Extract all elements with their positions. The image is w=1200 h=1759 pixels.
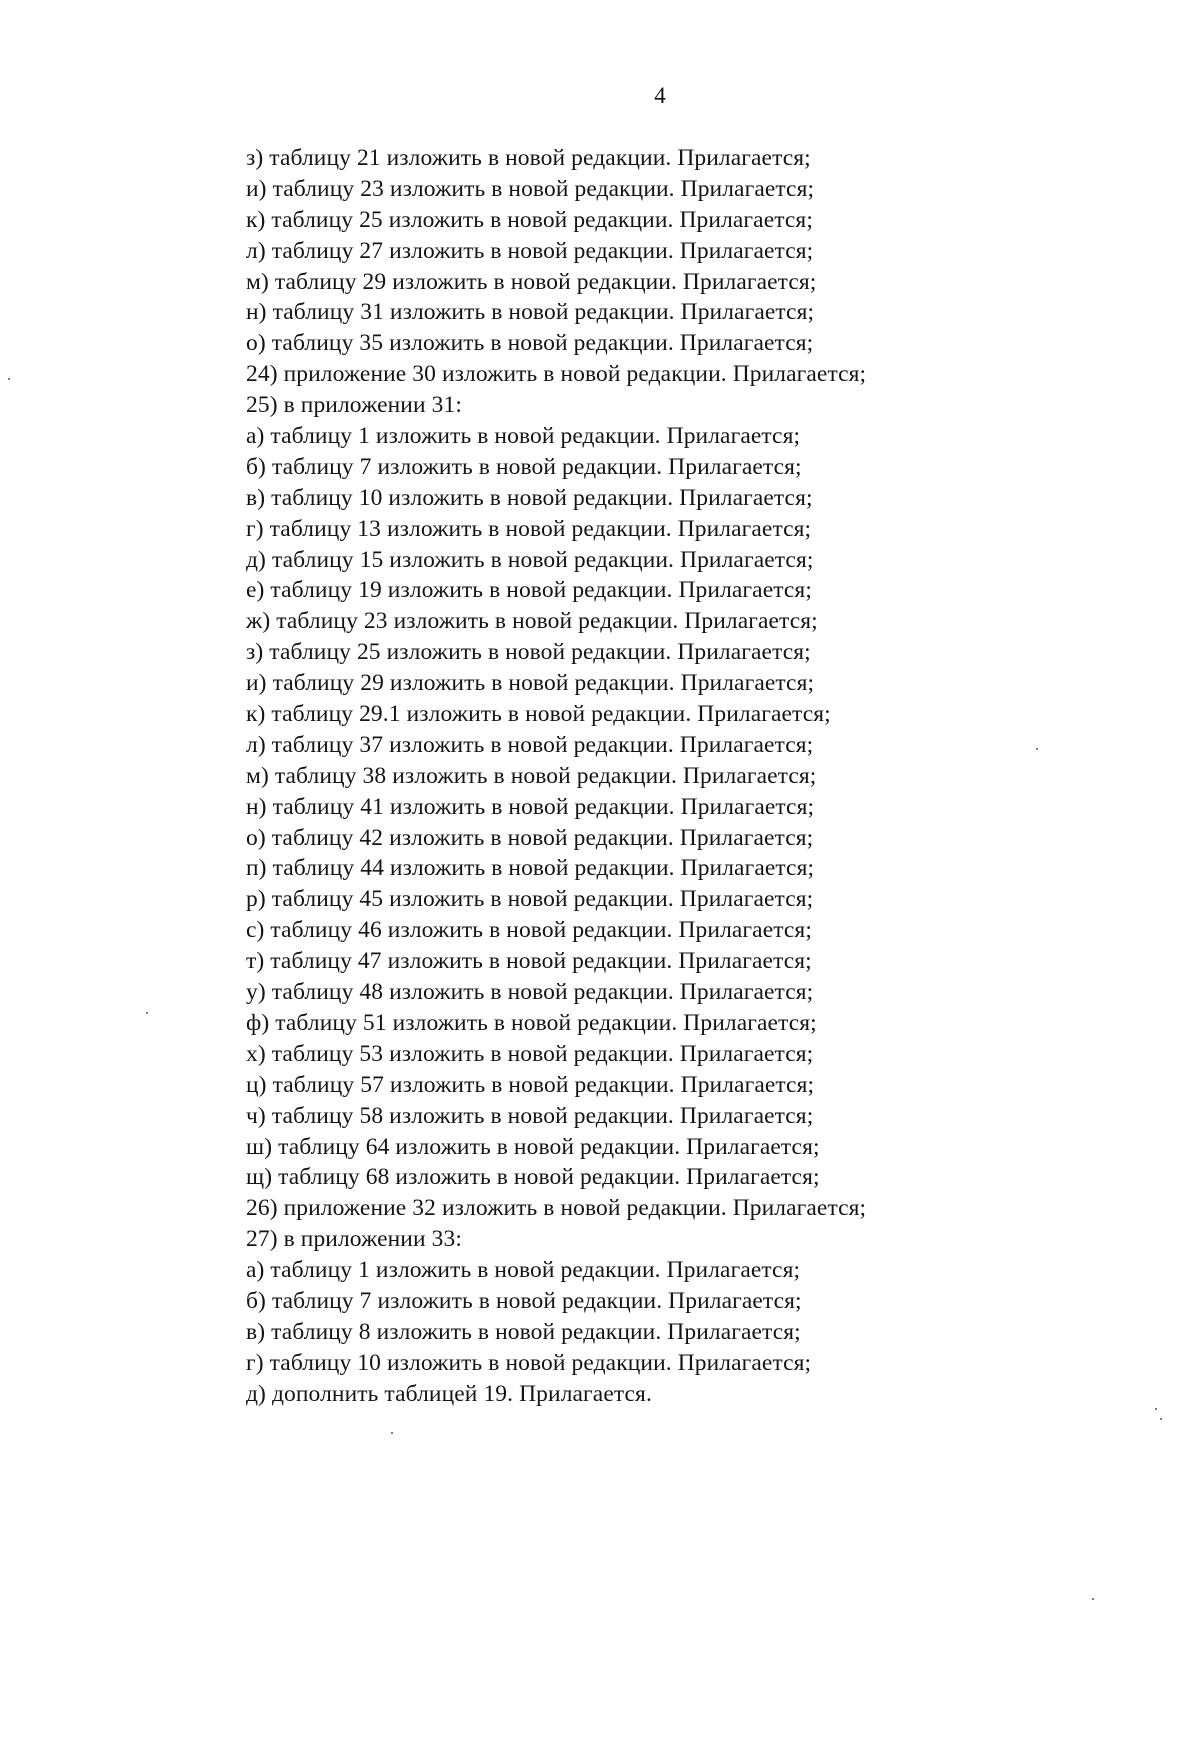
list-item: о) таблицу 42 изложить в новой редакции. Прилагается; xyxy=(246,824,814,851)
list-item: з) таблицу 25 изложить в новой редакции. Прилагается; xyxy=(246,639,811,666)
list-item: р) таблицу 45 изложить в новой редакции. Прилагается; xyxy=(246,886,814,913)
list-item: а) таблицу 1 изложить в новой редакции. Прилагается; xyxy=(246,1257,801,1284)
list-item: 24) приложение 30 изложить в новой редакции. Прилагается; xyxy=(246,361,867,388)
list-item: д) дополнить таблицей 19. Прилагается. xyxy=(246,1380,652,1407)
scan-speck xyxy=(1155,1408,1157,1410)
list-item: в) таблицу 8 изложить в новой редакции. Прилагается; xyxy=(246,1318,801,1345)
list-item: т) таблицу 47 изложить в новой редакции. Прилагается; xyxy=(246,948,812,975)
list-item: и) таблицу 29 изложить в новой редакции. Прилагается; xyxy=(246,670,815,697)
list-item: н) таблицу 31 изложить в новой редакции. Прилагается; xyxy=(246,299,815,326)
list-item: ш) таблицу 64 изложить в новой редакции. Прилагается; xyxy=(246,1133,820,1160)
list-item: г) таблицу 10 изложить в новой редакции. Прилагается; xyxy=(246,1349,812,1376)
scan-speck xyxy=(1036,748,1038,750)
list-item: б) таблицу 7 изложить в новой редакции. Прилагается; xyxy=(246,1287,802,1314)
list-item: а) таблицу 1 изложить в новой редакции. Прилагается; xyxy=(246,423,801,450)
list-item: х) таблицу 53 изложить в новой редакции. Прилагается; xyxy=(246,1040,814,1067)
list-item: и) таблицу 23 изложить в новой редакции. Прилагается; xyxy=(246,175,815,202)
scan-speck xyxy=(1092,1598,1094,1600)
list-item: к) таблицу 29.1 изложить в новой редакции. Прилагается; xyxy=(246,701,831,728)
scan-speck xyxy=(8,378,10,380)
list-item: ж) таблицу 23 изложить в новой редакции. Прилагается; xyxy=(246,608,818,635)
list-item: к) таблицу 25 изложить в новой редакции. Прилагается; xyxy=(246,206,813,233)
scan-speck xyxy=(391,1432,393,1434)
list-item: 25) в приложении 31: xyxy=(246,392,462,419)
list-item: 26) приложение 32 изложить в новой редакции. Прилагается; xyxy=(246,1195,867,1222)
list-item: у) таблицу 48 изложить в новой редакции. Прилагается; xyxy=(246,979,814,1006)
list-item: м) таблицу 29 изложить в новой редакции. Прилагается; xyxy=(246,268,817,295)
list-item: м) таблицу 38 изложить в новой редакции. Прилагается; xyxy=(246,762,817,789)
list-item: е) таблицу 19 изложить в новой редакции. Прилагается; xyxy=(246,577,812,604)
list-item: б) таблицу 7 изложить в новой редакции. Прилагается; xyxy=(246,453,802,480)
list-item: д) таблицу 15 изложить в новой редакции. Прилагается; xyxy=(246,546,814,573)
scan-speck xyxy=(146,1012,148,1014)
list-item: щ) таблицу 68 изложить в новой редакции. Прилагается; xyxy=(246,1164,820,1191)
list-item: о) таблицу 35 изложить в новой редакции. Прилагается; xyxy=(246,330,814,357)
list-item: ц) таблицу 57 изложить в новой редакции. Прилагается; xyxy=(246,1071,815,1098)
list-item: л) таблицу 37 изложить в новой редакции. Прилагается; xyxy=(246,731,814,758)
list-item: н) таблицу 41 изложить в новой редакции. Прилагается; xyxy=(246,793,815,820)
page-number: 4 xyxy=(654,83,666,108)
list-item: 27) в приложении 33: xyxy=(246,1226,462,1253)
list-item: ч) таблицу 58 изложить в новой редакции. Прилагается; xyxy=(246,1102,814,1129)
scan-speck xyxy=(1160,1418,1162,1420)
list-item: п) таблицу 44 изложить в новой редакции. Прилагается; xyxy=(246,855,815,882)
amendment-list xyxy=(246,143,1076,1410)
list-item: г) таблицу 13 изложить в новой редакции. Прилагается; xyxy=(246,515,812,542)
list-item: л) таблицу 27 изложить в новой редакции. Прилагается; xyxy=(246,237,814,264)
list-item: ф) таблицу 51 изложить в новой редакции. Прилагается; xyxy=(246,1009,817,1036)
list-item: в) таблицу 10 изложить в новой редакции. Прилагается; xyxy=(246,484,813,511)
list-item: з) таблицу 21 изложить в новой редакции. Прилагается; xyxy=(246,145,811,171)
list-item: с) таблицу 46 изложить в новой редакции. Прилагается; xyxy=(246,917,812,944)
